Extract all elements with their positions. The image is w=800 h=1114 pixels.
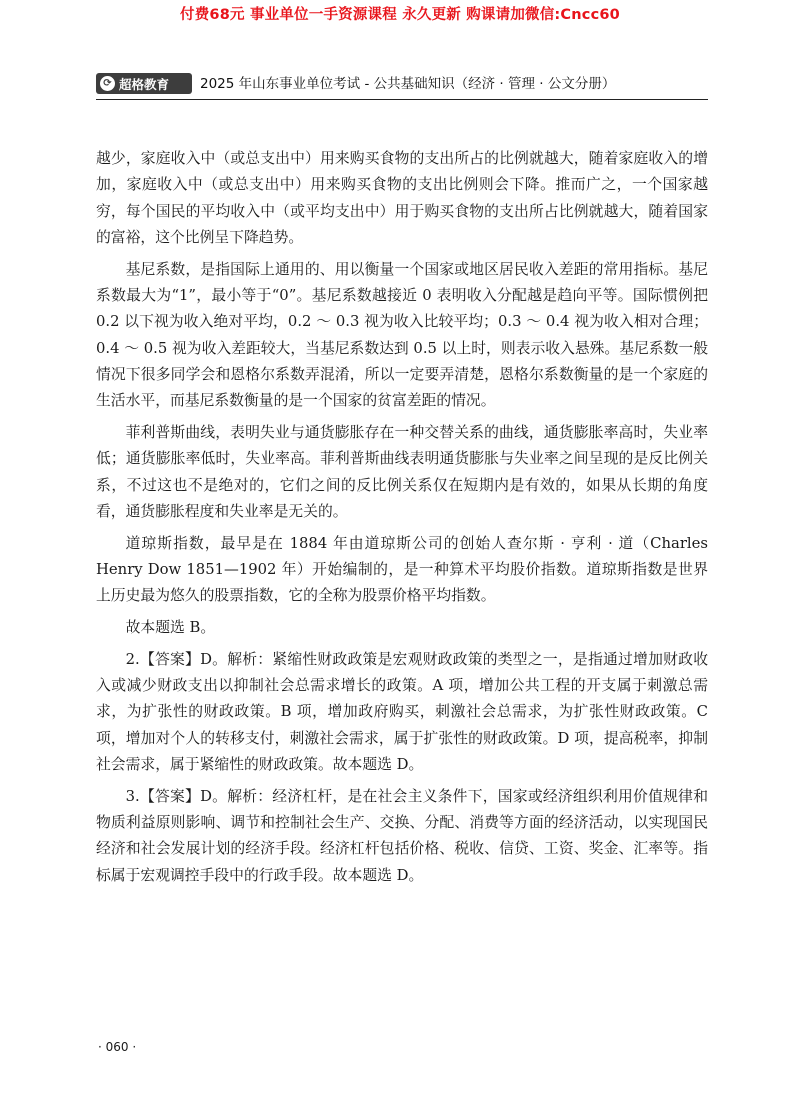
page-number: · 060 ·	[98, 1040, 137, 1054]
paragraph-phillips: 菲利普斯曲线，表明失业与通货膨胀存在一种交替关系的曲线，通货膨胀率高时，失业率低；通货膨胀率低时，失业率高。菲利普斯曲线表明通货膨胀与失业率之间呈现的是反比例关系，不过这也不是绝对的，它们之间的反比例关系仅在短期内是有效的，如果从长期的角度看，通货膨胀程度和失业率是无关的。	[96, 423, 708, 520]
paragraph-gini: 基尼系数，是指国际上通用的、用以衡量一个国家或地区居民收入差距的常用指标。基尼系数最大为“1”，最小等于“0”。基尼系数越接近 0 表明收入分配越是趋向平等。国际惯例把 0.2 以下视为收入绝对平均，0.2 ～ 0.3 视为收入比较平均；0.3 ～ 0.4 视为收入相对合理；0.4 ～ 0.5 视为收入差距较大，当基尼系数达到 0.5 以上时，则表示收入悬殊。基尼系数一般情况下很多同学会和恩格尔系数弄混淆，所以一定要弄清楚，恩格尔系数衡量的是一个家庭的生活水平，而基尼系数衡量的是一个国家的贫富差距的情况。	[96, 260, 709, 410]
paragraph-answer-b: 故本题选 B。	[125, 619, 216, 637]
logo-text: 超格教育	[119, 76, 170, 92]
body-text	[96, 146, 708, 895]
publisher-logo	[96, 73, 192, 94]
paragraph-dow-jones: 道琼斯指数，最早是在 1884 年由道琼斯公司的创始人查尔斯 · 亨利 · 道（Charles Henry Dow 1851—1902 年）开始编制的，是一种算术平均股价指数。道琼斯指数是世界上历史最为悠久的股票指数，它的全称为股票价格平均指数。	[96, 534, 708, 605]
logo-circle-icon: ⟳	[100, 76, 115, 91]
book-title: 2025 年山东事业单位考试 - 公共基础知识（经济 · 管理 · 公文分册）	[200, 76, 616, 92]
paragraph-question-2: 2.【答案】D。解析：紧缩性财政政策是宏观财政政策的类型之一，是指通过增加财政收入或减少财政支出以抑制社会总需求增长的政策。A 项，增加公共工程的开支属于刺激总需求，为扩张性的财政政策。B 项，增加政府购买，刺激社会总需求，为扩张性财政政策。C 项，增加对个人的转移支付，刺激社会需求，属于扩张性的财政政策。D 项，提高税率，抑制社会需求，属于紧缩性的财政政策。故本题选 D。	[96, 650, 708, 774]
paragraph-engel-continued: 越少，家庭收入中（或总支出中）用来购买食物的支出所占的比例就越大，随着家庭收入的增加，家庭收入中（或总支出中）用来购买食物的支出比例则会下降。推而广之，一个国家越穷，每个国民的平均收入中（或平均支出中）用于购买食物的支出所占比例就越大，随着国家的富裕，这个比例呈下降趋势。	[96, 150, 708, 246]
promo-banner: 付费68元 事业单位一手资源课程 永久更新 购课请加微信:Cncc60	[180, 7, 620, 23]
paragraph-question-3: 3.【答案】D。解析：经济杠杆，是在社会主义条件下，国家或经济组织利用价值规律和物质利益原则影响、调节和控制社会生产、交换、分配、消费等方面的经济活动，以实现国民经济和社会发展计划的经济手段。经济杠杆包括价格、税收、信贷、工资、奖金、汇率等。指标属于宏观调控手段中的行政手段。故本题选 D。	[96, 787, 708, 884]
running-header	[96, 72, 708, 100]
